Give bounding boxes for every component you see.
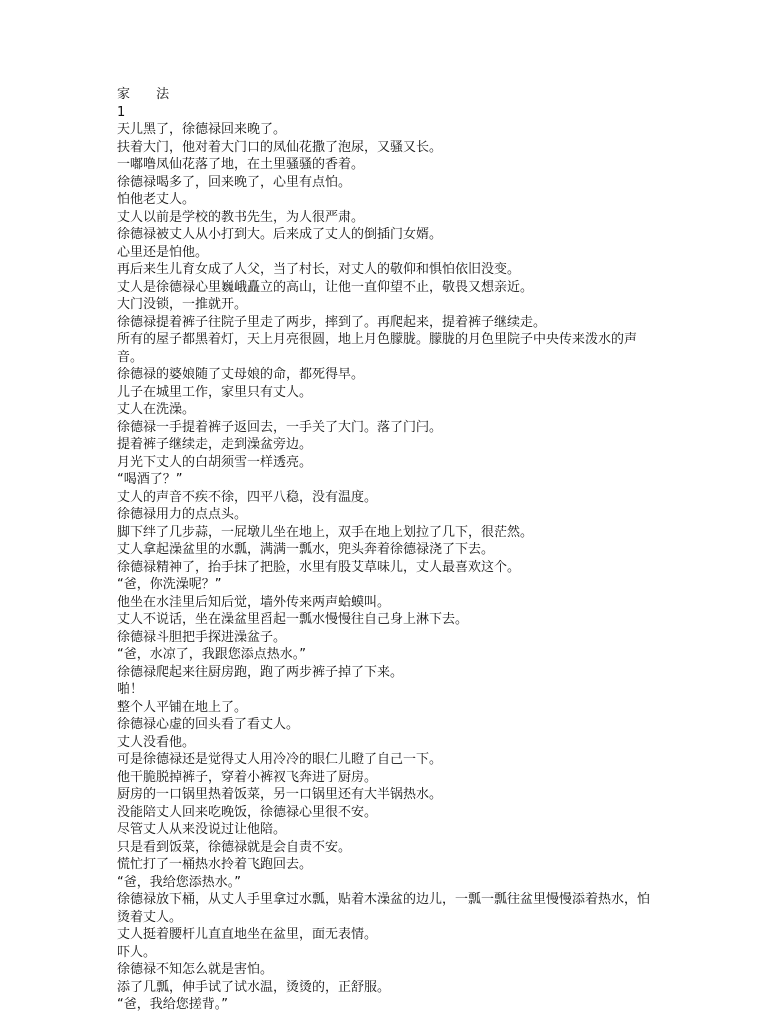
paragraph: 丈人没看他。 [117, 734, 196, 750]
paragraph: 徐德禄的婆娘随了丈母娘的命，都死得早。 [117, 367, 365, 382]
paragraph: “爸，水凉了，我跟您添点热水。” [117, 647, 306, 662]
paragraph: 大门没锁，一推就开。 [117, 297, 248, 312]
paragraph: 整个人平铺在地上了。 [117, 699, 248, 715]
paragraph: 扶着大门，他对着大门口的凤仙花撒了泡尿，又骚又长。 [117, 139, 443, 155]
paragraph: 丈人在洗澡。 [117, 402, 196, 417]
paragraph: 天儿黑了，徐德禄回来晚了。 [117, 122, 287, 137]
paragraph: 心里还是怕他。 [117, 244, 209, 260]
paragraph: 丈人不说话，坐在澡盆里舀起一瓢水慢慢往自己身上淋下去。 [117, 612, 469, 627]
paragraph: 丈人的声音不疾不徐，四平八稳，没有温度。 [117, 489, 378, 505]
chapter-number: 1 [117, 104, 126, 120]
paragraph: 添了几瓢，伸手试了试水温，烫烫的，正舒服。 [117, 979, 391, 995]
paragraph: 丈人是徐德禄心里巍峨矗立的高山，让他一直仰望不止，敬畏又想亲近。 [117, 279, 534, 295]
paragraph: 没能陪丈人回来吃晚饭，徐德禄心里很不安。 [117, 804, 378, 820]
paragraph: 徐德禄用力的点点头。 [117, 507, 248, 522]
paragraph: “喝酒了？” [117, 472, 183, 487]
paragraph: 徐德禄斗胆把手探进澡盆子。 [117, 629, 287, 645]
document-title: 家 法 [117, 87, 181, 102]
paragraph: 厨房的一口锅里热着饭菜，另一口锅里还有大半锅热水。 [117, 787, 443, 802]
paragraph: 月光下丈人的白胡须雪一样透亮。 [117, 454, 313, 470]
paragraph: 徐德禄喝多了，回来晚了，心里有点怕。 [117, 174, 352, 190]
paragraph: 徐德禄爬起来往厨房跑，跑了两步裤子掉了下来。 [117, 664, 404, 680]
paragraph: 徐德禄精神了，抬手抹了把脸，水里有股艾草味儿，丈人最喜欢这个。 [117, 559, 521, 575]
paragraph: “爸，我给您搓背。” [117, 997, 228, 1012]
paragraph: 丈人拿起澡盆里的水瓢，满满一瓢水，兜头奔着徐德禄浇了下去。 [117, 542, 495, 557]
paragraph: 提着裤子继续走，走到澡盆旁边。 [117, 437, 313, 452]
paragraph: 徐德禄一手提着裤子返回去，一手关了大门。落了门闩。 [117, 419, 443, 435]
paragraph: 徐德禄提着裤子往院子里走了两步，摔到了。再爬起来，提着裤子继续走。 [117, 314, 547, 330]
paragraph: “爸，你洗澡呢？” [117, 577, 222, 592]
paragraph: 他坐在水洼里后知后觉，墙外传来两声蛤蟆叫。 [117, 594, 391, 610]
paragraph: 一嘟噜凤仙花落了地，在土里骚骚的香着。 [117, 157, 365, 172]
paragraph: 所有的屋子都黑着灯，天上月亮很圆，地上月色朦胧。朦胧的月色里院子中央传来泼水的声音。 [117, 332, 638, 365]
paragraph: 啪！ [117, 682, 144, 697]
paragraph: 徐德禄被丈人从小打到大。后来成了丈人的倒插门女婿。 [117, 227, 443, 242]
paragraph: 尽管丈人从来没说过让他陪。 [117, 822, 287, 837]
paragraph: 徐德禄放下桶，从丈人手里拿过水瓢，贴着木澡盆的边儿，一瓢一瓢往盆里慢慢添着热水，怕烫着丈人。 [117, 892, 651, 925]
paragraph: 脚下绊了几步蒜，一屁墩儿坐在地上，双手在地上划拉了几下，很茫然。 [117, 524, 534, 540]
paragraph: 慌忙打了一桶热水拎着飞跑回去。 [117, 857, 313, 872]
paragraph: 丈人以前是学校的教书先生，为人很严肃。 [117, 209, 365, 225]
paragraph: 他干脆脱掉裤子，穿着小裤衩飞奔进了厨房。 [117, 769, 378, 785]
paragraph: 徐德禄不知怎么就是害怕。 [117, 962, 274, 977]
paragraph: 儿子在城里工作，家里只有丈人。 [117, 384, 313, 400]
paragraph: 只是看到饭菜，徐德禄就是会自责不安。 [117, 839, 352, 855]
paragraph: 可是徐德禄还是觉得丈人用冷冷的眼仁儿瞪了自己一下。 [117, 752, 443, 767]
paragraph: 徐德禄心虚的回头看了看丈人。 [117, 717, 300, 732]
paragraph: 再后来生儿育女成了人父，当了村长，对丈人的敬仰和惧怕依旧没变。 [117, 262, 521, 277]
document-body [117, 121, 662, 1014]
paragraph: 丈人挺着腰杆儿直直地坐在盆里，面无表情。 [117, 927, 378, 942]
paragraph: “爸，我给您添热水。” [117, 874, 241, 890]
document-page [117, 86, 662, 1014]
paragraph: 怕他老丈人。 [117, 192, 196, 207]
paragraph: 吓人。 [117, 944, 157, 960]
